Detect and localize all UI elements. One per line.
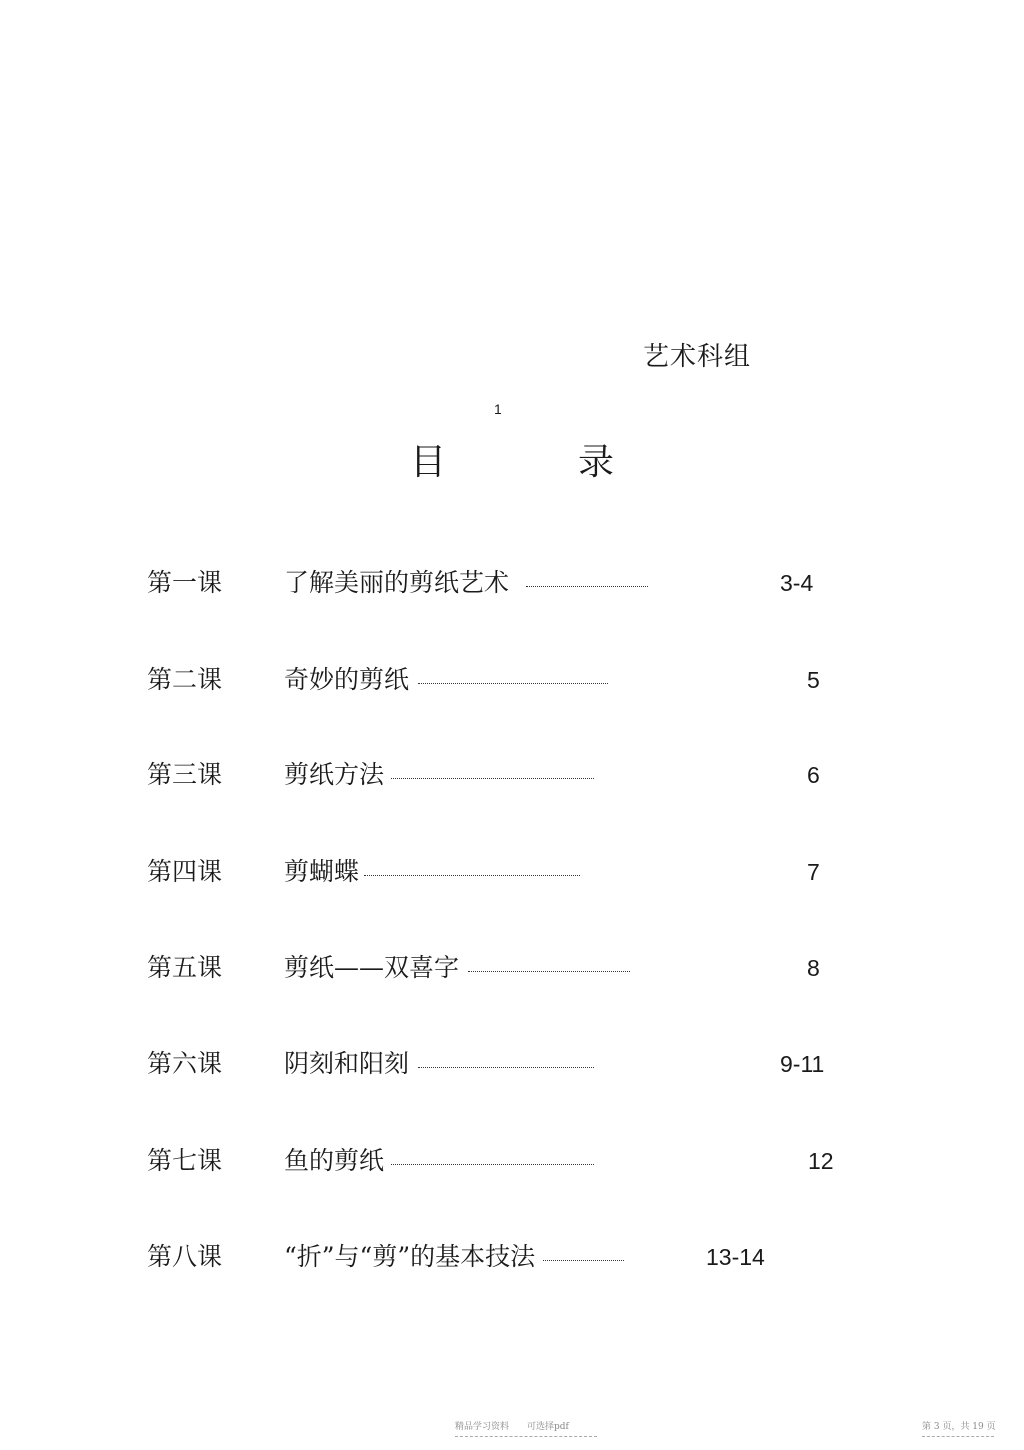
- page-range: 5: [807, 667, 820, 693]
- footer-page-info: 第 3 页，共 19 页: [922, 1422, 996, 1432]
- lesson-topic: 剪蝴蝶: [284, 857, 360, 886]
- toc-entry: [0, 660, 1024, 700]
- dot-leader: [418, 683, 608, 684]
- lesson-number: 第一课: [147, 568, 223, 597]
- lesson-topic: 了解美丽的剪纸艺术: [284, 568, 510, 597]
- footer-left-text: 精品学习资料 可选择pdf: [455, 1422, 569, 1432]
- lesson-number: 第八课: [147, 1242, 223, 1271]
- lesson-topic: 阴刻和阳刻: [284, 1049, 410, 1078]
- page-range: 12: [808, 1148, 834, 1174]
- lesson-topic: 奇妙的剪纸: [284, 665, 410, 694]
- dot-leader: [468, 971, 630, 972]
- footer-left-divider: [455, 1436, 597, 1437]
- dot-leader: [526, 586, 648, 587]
- dot-leader: [391, 778, 594, 779]
- toc-title-char-2: 录: [578, 442, 615, 483]
- toc-title-char-1: 目: [410, 442, 447, 483]
- dot-leader: [418, 1067, 594, 1068]
- toc-entry: [0, 1044, 1024, 1084]
- page-range: 3-4: [780, 570, 814, 596]
- lesson-topic: “折”与“剪”的基本技法: [284, 1242, 536, 1271]
- page-range: 8: [807, 955, 820, 981]
- page-range: 13-14: [706, 1244, 765, 1270]
- page-range: 7: [807, 859, 820, 885]
- lesson-number: 第六课: [147, 1049, 223, 1078]
- lesson-topic: 剪纸方法: [284, 760, 385, 789]
- lesson-number: 第二课: [147, 665, 223, 694]
- footer-right-divider: [922, 1436, 994, 1437]
- toc-entry: [0, 563, 1024, 603]
- dot-leader: [543, 1260, 624, 1261]
- page-number: 1: [494, 401, 502, 417]
- toc-entry: [0, 852, 1024, 892]
- lesson-topic: 剪纸——双喜字: [284, 953, 460, 982]
- toc-entry: [0, 948, 1024, 988]
- toc-entry: [0, 1141, 1024, 1181]
- toc-entry: [0, 1237, 1024, 1277]
- page-range: 6: [807, 762, 820, 788]
- department-label: 艺术科组: [643, 342, 752, 372]
- lesson-number: 第七课: [147, 1146, 223, 1175]
- dot-leader: [391, 1164, 594, 1165]
- dot-leader: [364, 875, 580, 876]
- lesson-number: 第五课: [147, 953, 223, 982]
- page-range: 9-11: [780, 1051, 825, 1077]
- lesson-topic: 鱼的剪纸: [284, 1146, 385, 1175]
- toc-entry: [0, 755, 1024, 795]
- lesson-number: 第三课: [147, 760, 223, 789]
- lesson-number: 第四课: [147, 857, 223, 886]
